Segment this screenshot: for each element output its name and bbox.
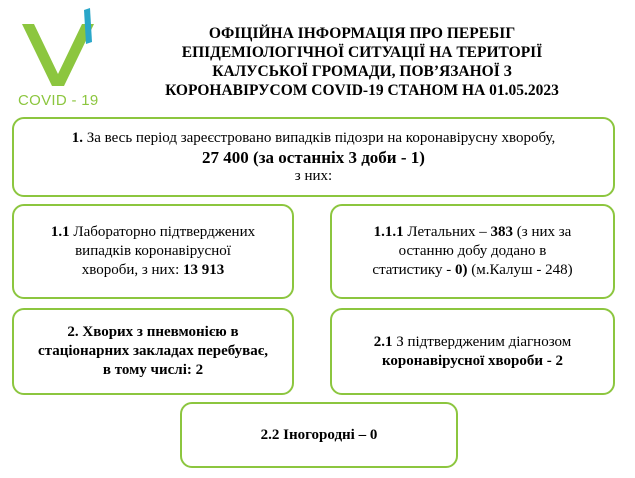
box-confirmed-cases <box>12 204 294 299</box>
box1-number: 1. <box>71 129 83 146</box>
box111-line3c: (м.Калуш - 248) <box>467 262 573 278</box>
title-line-2: ЕПІДЕМІОЛОГІЧНОЇ СИТУАЦІЇ НА ТЕРИТОРІЇ <box>181 44 543 61</box>
box111-line2: останню добу додано в <box>398 243 547 259</box>
box11-line3: хвороби, з них: <box>81 262 184 278</box>
box2-line2: стаціонарних закладах перебуває, <box>37 343 269 359</box>
title-line-1: ОФІЦІЙНА ІНФОРМАЦІЯ ПРО ПЕРЕБІГ <box>208 25 516 42</box>
box1-text: За весь період зареєстровано випадків підозри на коронавірусну хворобу, <box>82 129 556 146</box>
box-suspected-cases <box>12 117 615 197</box>
box2-line1: 2. Хворих з пневмонією в <box>67 324 239 340</box>
box1-value: 27 400 (за останніх 3 доби - 1) <box>202 147 425 167</box>
logo-text: COVID - 19 <box>18 92 99 109</box>
box111-value: 383 <box>490 224 514 240</box>
logo-v-mark-icon <box>12 2 112 94</box>
box21-line2: коронавірусної хвороби - 2 <box>381 352 564 369</box>
box111-line3a: статистику - <box>372 262 455 278</box>
box-nonresidents <box>180 402 458 468</box>
box21-number: 2.1 <box>373 333 393 350</box>
box11-line2: випадків коронавірусної <box>75 243 231 259</box>
box11-value: 13 913 <box>183 262 225 278</box>
title-line-3: КАЛУСЬКОЇ ГРОМАДИ, ПОВ’ЯЗАНОЇ З <box>212 63 512 80</box>
box21-line1: З підтвердженим діагнозом <box>392 333 572 350</box>
box111-line3b: 0) <box>454 262 468 278</box>
box22-number: 2.2 <box>260 426 280 443</box>
box111-line1-rest: (з них за <box>513 224 572 240</box>
box1-suffix: з них: <box>294 167 333 184</box>
box2-line3: в тому числі: 2 <box>102 362 204 378</box>
box11-line1: Лабораторно підтверджених <box>69 224 256 240</box>
box11-number: 1.1 <box>50 224 70 240</box>
page-title <box>112 24 612 100</box>
box22-text: Іногородні – 0 <box>279 426 378 443</box>
title-line-4: КОРОНАВІРУСОМ COVID-19 СТАНОМ НА 01.05.2023 <box>165 82 559 99</box>
box-confirmed-diagnosis <box>330 308 615 395</box>
box111-number: 1.1.1 <box>373 224 404 240</box>
box111-label: Летальних – <box>403 224 491 240</box>
box-fatal-cases <box>330 204 615 299</box>
box-pneumonia-patients <box>12 308 294 395</box>
